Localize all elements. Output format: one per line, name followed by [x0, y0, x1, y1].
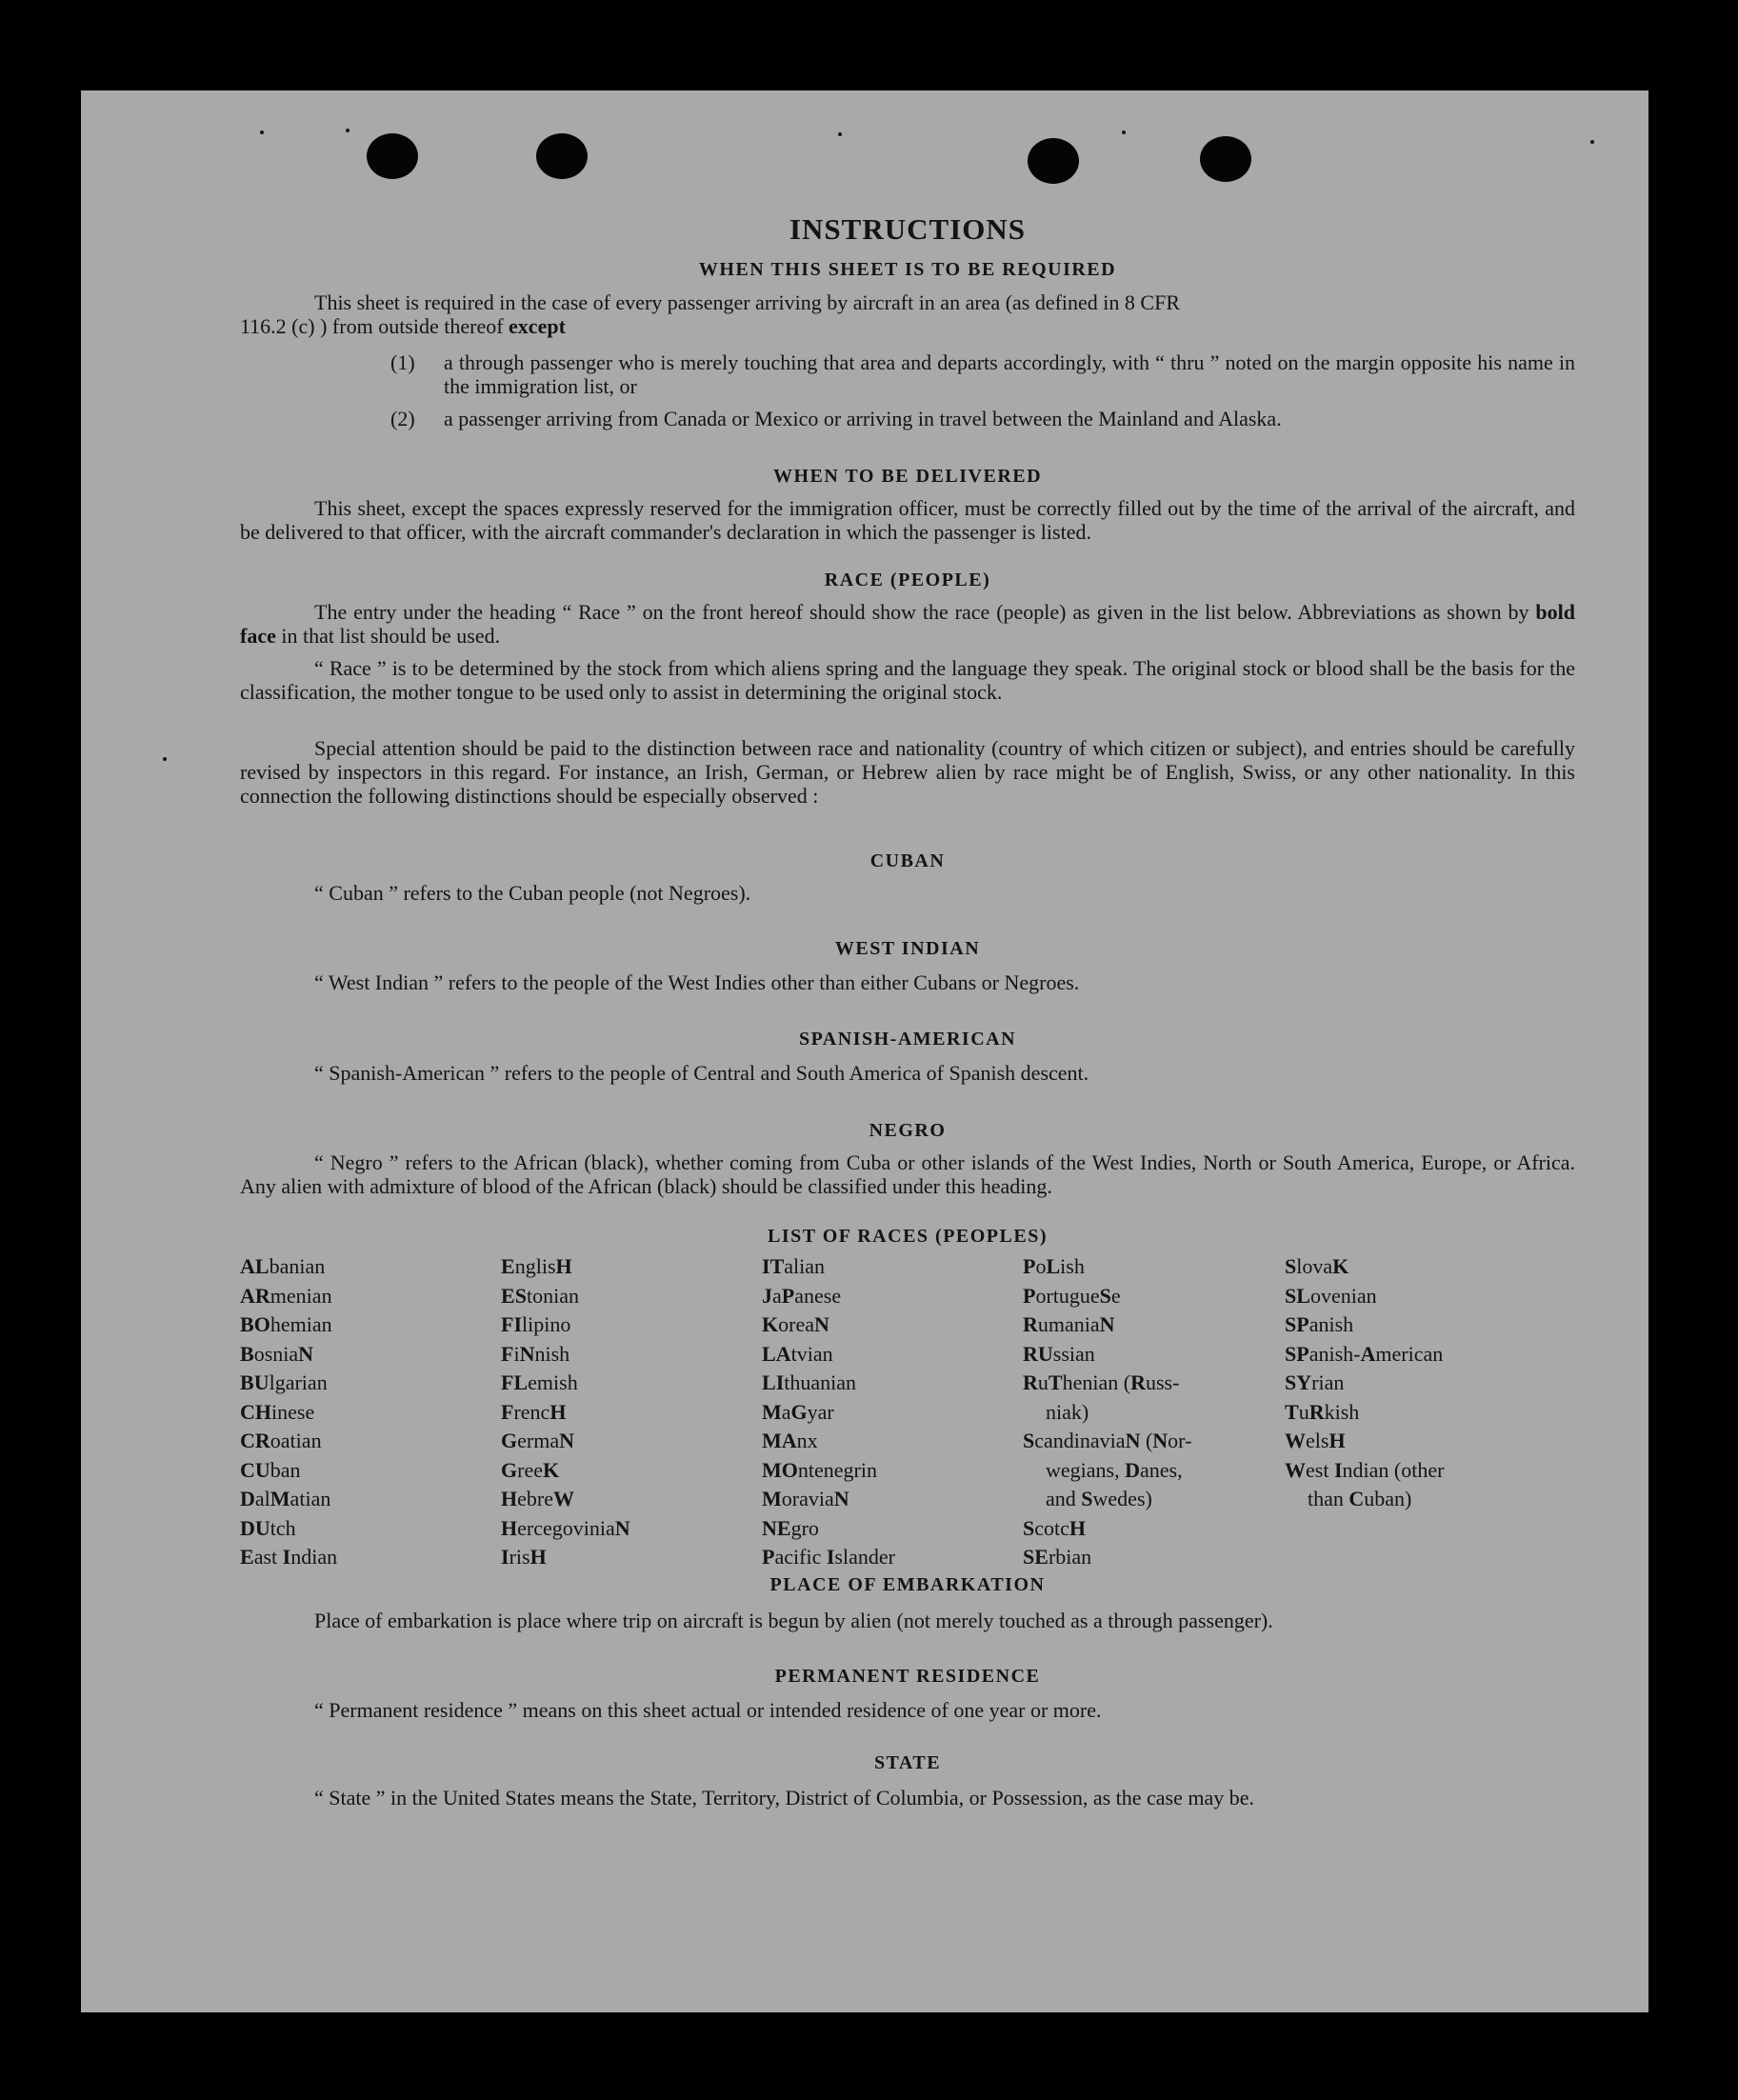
race-entry: KoreaN [762, 1312, 829, 1336]
page-title: INSTRUCTIONS [789, 212, 1026, 246]
required-intro-line1: This sheet is required in the case of every passenger arriving by aircraft in an area (as defined in 8 CFR [314, 290, 1181, 314]
race-entry: wegians, Danes, [1046, 1457, 1183, 1482]
race-entry: PoLish [1023, 1254, 1085, 1278]
residence-text: “ Permanent residence ” means on this sheet actual or intended residence of one year or more. [314, 1698, 1102, 1722]
race-entry: GreeK [501, 1457, 560, 1482]
section-title-delivered: WHEN TO BE DELIVERED [772, 466, 1043, 487]
race-entry: IrisH [501, 1545, 547, 1569]
item-number: (1) [390, 350, 415, 374]
race-entry: CHinese [240, 1399, 315, 1424]
race-paragraph-2: “ Race ” is to be determined by the stock from which aliens spring and the language they speak. The original stock or blood shall be the basis for the classification, the mother tongue to be used only to assist in determining the original stock. [240, 656, 1575, 704]
race-entry: TuRkish [1285, 1399, 1360, 1424]
race-entry: ITalian [762, 1254, 826, 1278]
race-entry: NEgro [762, 1515, 819, 1540]
race-entry: CUban [240, 1457, 301, 1482]
spanish-american-text: “ Spanish-American ” refers to the people of Central and South America of Spanish descent. [314, 1061, 1089, 1085]
required-intro-continued [240, 314, 1575, 338]
race-entry: BosniaN [240, 1341, 314, 1366]
race-entry: BOhemian [240, 1312, 332, 1336]
race-column-1 [240, 1252, 337, 1572]
race-entry: SErbian [1023, 1545, 1092, 1569]
race-paragraph-3: Special attention should be paid to the distinction between race and nationality (country of which citizen or subject), and entries should be carefully revised by inspectors in this regard. For instance, an Irish, German, or Hebrew alien by race might be of English, Swiss, or any other nationality. In this connection the following distinctions should be especially observed : [240, 736, 1575, 808]
race-entry: SLovenian [1285, 1283, 1377, 1308]
race-entry: niak) [1046, 1399, 1089, 1424]
race-entry: DUtch [240, 1515, 296, 1540]
punch-hole [1028, 138, 1079, 184]
race-p1-bold: bold face [240, 600, 1575, 648]
race-entry: RUssian [1023, 1341, 1095, 1366]
race-entry: EnglisH [501, 1254, 572, 1278]
race-p1-end: in that list should be used. [281, 624, 501, 648]
speck [260, 130, 264, 134]
section-title-race: RACE (PEOPLE) [824, 570, 991, 590]
race-entry: West Indian (other [1285, 1457, 1445, 1482]
race-entry: ARmenian [240, 1283, 332, 1308]
race-entry: than Cuban) [1308, 1487, 1412, 1510]
race-entry: FrencH [501, 1399, 567, 1424]
speck [838, 132, 842, 136]
race-entry: MAnx [762, 1429, 818, 1452]
speck [1122, 130, 1126, 134]
race-entry: LAtvian [762, 1341, 833, 1366]
race-entry: PortugueSe [1023, 1283, 1121, 1308]
race-entry: and Swedes) [1046, 1487, 1152, 1510]
race-entry: WelsH [1285, 1429, 1346, 1452]
race-entry: FIlipino [501, 1312, 571, 1336]
race-entry: MaGyar [762, 1399, 834, 1424]
race-entry: FiNnish [501, 1341, 570, 1366]
race-entry: SPanish-American [1285, 1341, 1444, 1366]
item-text: a passenger arriving from Canada or Mexico or arriving in travel between the Mainland and Alaska. [444, 407, 1282, 430]
race-entry: FLemish [501, 1370, 578, 1394]
race-column-2 [501, 1252, 630, 1572]
section-title-cuban: CUBAN [869, 850, 946, 871]
delivered-text: This sheet, except the spaces expressly reserved for the immigration officer, must be correctly filled out by the time of the arrival of the aircraft, and be delivered to that officer, with the aircraft commander's declaration in which the passenger is listed. [240, 496, 1575, 544]
item-number: (2) [390, 407, 415, 430]
race-entry: RumaniaN [1023, 1312, 1115, 1336]
race-entry: EStonian [501, 1283, 579, 1308]
section-title-west-indian: WEST INDIAN [834, 938, 981, 959]
section-title-residence: PERMANENT RESIDENCE [774, 1666, 1041, 1687]
race-entry: JaPanese [762, 1283, 842, 1308]
race-entry: ScotcH [1023, 1515, 1087, 1540]
race-entry: HercegoviniaN [501, 1515, 630, 1540]
section-title-state: STATE [873, 1752, 942, 1773]
race-entry: GermaN [501, 1429, 574, 1452]
race-entry: RuThenian (Russ- [1023, 1370, 1180, 1394]
speck [1590, 140, 1594, 144]
punch-hole [1200, 136, 1251, 182]
race-column-5 [1285, 1252, 1444, 1514]
race-entry: ALbanian [240, 1254, 326, 1278]
punch-hole [367, 133, 418, 179]
race-list [240, 1252, 1575, 1576]
race-column-3 [762, 1252, 895, 1572]
section-title-required: WHEN THIS SHEET IS TO BE REQUIRED [698, 259, 1117, 280]
race-entry: CRoatian [240, 1429, 322, 1452]
race-entry: HebreW [501, 1487, 574, 1510]
required-intro [240, 290, 1575, 314]
speck [346, 129, 350, 132]
section-title-embarkation: PLACE OF EMBARKATION [769, 1574, 1046, 1595]
race-entry: ScandinaviaN (Nor- [1023, 1429, 1192, 1452]
west-indian-text: “ West Indian ” refers to the people of the West Indies other than either Cubans or Negroes. [314, 970, 1080, 994]
required-intro-line2: 116.2 (c) ) from outside thereof [240, 314, 504, 338]
state-text: “ State ” in the United States means the State, Territory, District of Columbia, or Possession, as the case may be. [314, 1786, 1255, 1810]
embarkation-text: Place of embarkation is place where trip on aircraft is begun by alien (not merely touched as a through passenger). [314, 1609, 1273, 1632]
race-entry: East Indian [240, 1545, 338, 1569]
race-entry: SPanish [1285, 1312, 1354, 1336]
race-entry: DalMatian [240, 1487, 331, 1510]
section-title-spanish-american: SPANISH-AMERICAN [798, 1029, 1017, 1050]
cuban-text: “ Cuban ” refers to the Cuban people (not Negroes). [314, 881, 751, 905]
section-title-list: LIST OF RACES (PEOPLES) [767, 1226, 1048, 1247]
item-text: a through passenger who is merely touching that area and departs accordingly, with “ thru ” noted on the margin opposite his name in the immigration list, or [444, 350, 1575, 398]
race-entry: MOntenegrin [762, 1457, 877, 1482]
race-entry: BUlgarian [240, 1370, 328, 1394]
negro-text: “ Negro ” refers to the African (black), whether coming from Cuba or other islands of the West Indies, North or South America, Europe, or Africa. Any alien with admixture of blood of the African (black) should be classified under this heading. [240, 1150, 1575, 1198]
speck [163, 757, 167, 761]
race-entry: LIthuanian [762, 1370, 857, 1394]
race-p1-text: The entry under the heading “ Race ” on the front hereof should show the race (people) as given in the list below. Abbreviations as shown by [314, 600, 1529, 624]
race-column-4 [1023, 1252, 1191, 1572]
required-except: except [509, 314, 566, 338]
race-entry: Pacific Islander [762, 1545, 895, 1569]
race-entry: SYrian [1285, 1370, 1345, 1394]
race-paragraph-1 [240, 600, 1575, 648]
section-title-negro: NEGRO [869, 1120, 947, 1141]
race-entry: SlovaK [1285, 1254, 1349, 1278]
document-sheet [81, 90, 1648, 2012]
race-entry: MoraviaN [762, 1487, 849, 1510]
punch-hole [536, 133, 588, 179]
